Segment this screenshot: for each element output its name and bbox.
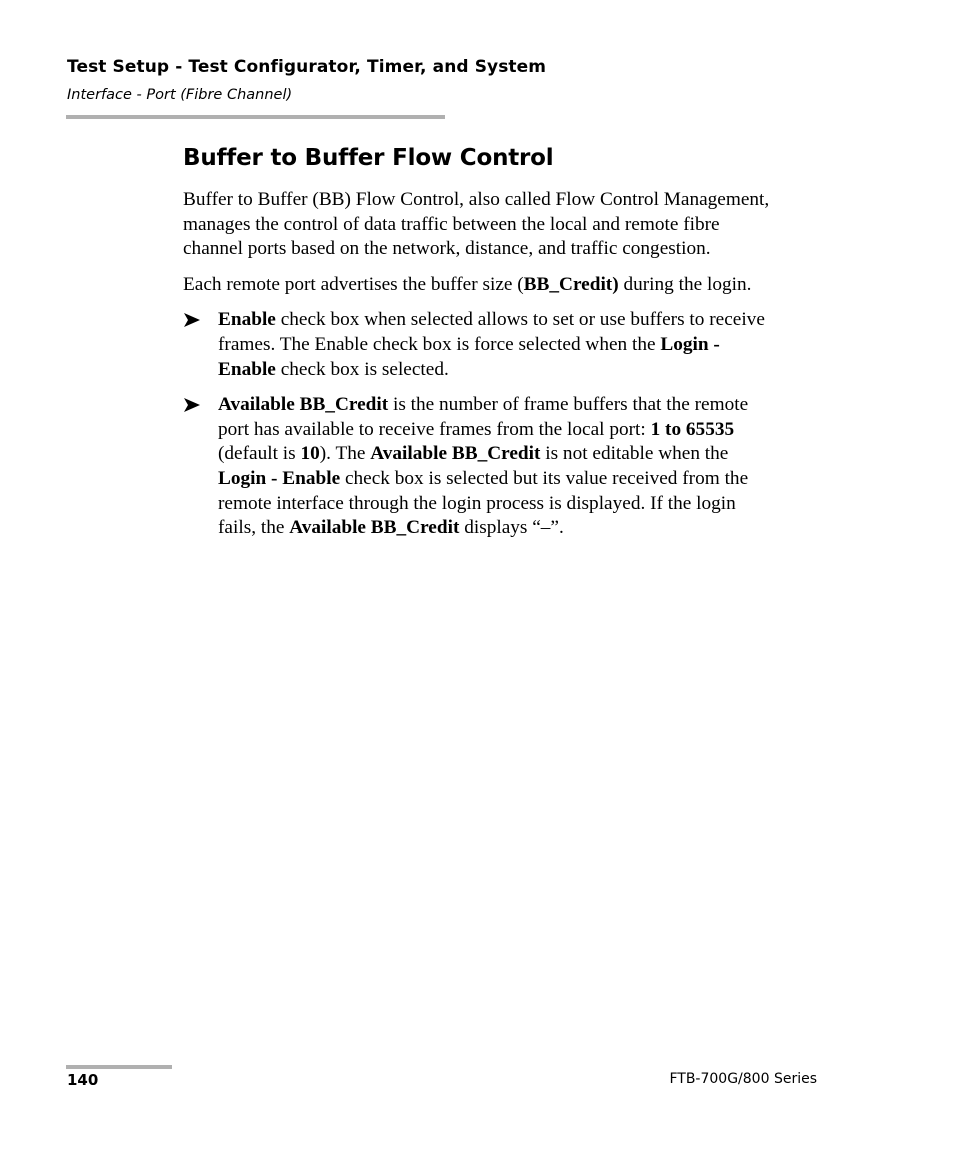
footer-divider bbox=[66, 1065, 172, 1069]
running-header-subtitle: Interface - Port (Fibre Channel) bbox=[67, 87, 293, 103]
bullet-text: check box when selected allows to set or use buffers to receive bbox=[275, 309, 765, 331]
running-header-title: Test Setup - Test Configurator, Timer, and System bbox=[67, 57, 547, 77]
bullet-item bbox=[183, 308, 823, 382]
bold-term: Available BB_Credit bbox=[218, 394, 389, 416]
bullet-list bbox=[183, 308, 823, 540]
bold-term: Login - bbox=[660, 333, 720, 355]
bullet-line bbox=[218, 333, 823, 358]
bullet-item bbox=[183, 393, 823, 541]
bullet-text: remote interface through the login process is displayed. If the login bbox=[218, 492, 736, 514]
section-body bbox=[183, 188, 823, 552]
advertise-paragraph bbox=[183, 273, 823, 298]
bullet-text: is the number of frame buffers that the remote bbox=[388, 394, 749, 416]
header-divider bbox=[66, 115, 445, 119]
bullet-text: frames. The Enable check box is force selected when the bbox=[218, 333, 661, 355]
bold-term: 1 to 65535 bbox=[650, 418, 735, 440]
bullet-line bbox=[218, 308, 823, 333]
bullet-text: fails, the bbox=[218, 517, 290, 539]
bullet-text: is not editable when the bbox=[540, 443, 729, 465]
intro-paragraph bbox=[183, 188, 823, 262]
bold-term: Login - Enable bbox=[218, 467, 341, 489]
intro-line: Buffer to Buffer (BB) Flow Control, also called Flow Control Management, bbox=[183, 189, 770, 210]
bullet-line bbox=[218, 492, 823, 517]
intro-line: manages the control of data traffic between the local and remote fibre bbox=[183, 213, 720, 235]
page-number: 140 bbox=[67, 1071, 99, 1089]
arrowhead-bullet-icon bbox=[183, 397, 201, 413]
bullet-text: displays “–”. bbox=[459, 517, 564, 539]
bullet-line bbox=[218, 393, 823, 418]
product-series: FTB-700G/800 Series bbox=[669, 1071, 817, 1087]
bullet-line bbox=[218, 358, 823, 383]
section-heading: Buffer to Buffer Flow Control bbox=[183, 145, 554, 171]
arrowhead-bullet-icon bbox=[183, 312, 201, 328]
bullet-text: check box is selected. bbox=[275, 358, 449, 380]
bullet-line bbox=[218, 418, 823, 443]
bullet-line bbox=[218, 467, 823, 492]
bold-term: Available BB_Credit bbox=[370, 443, 541, 465]
bullet-line bbox=[218, 516, 823, 541]
bullet-line bbox=[218, 442, 823, 467]
bold-term: Available BB_Credit bbox=[289, 517, 460, 539]
bullet-text: (default is bbox=[218, 443, 301, 465]
bullet-text: port has available to receive frames from the local port: bbox=[218, 418, 651, 440]
advertise-text-before: Each remote port advertises the buffer size ( bbox=[183, 273, 524, 295]
bold-term: Enable bbox=[218, 309, 276, 331]
advertise-text-after: during the login. bbox=[618, 273, 752, 295]
bold-term: 10 bbox=[300, 443, 320, 465]
bullet-text: ). The bbox=[319, 443, 371, 465]
bullet-text: check box is selected but its value received from the bbox=[340, 467, 749, 489]
intro-line: channel ports based on the network, distance, and traffic congestion. bbox=[183, 238, 711, 260]
bold-term: Enable bbox=[218, 358, 276, 380]
bb-credit-term: BB_Credit) bbox=[523, 273, 619, 295]
